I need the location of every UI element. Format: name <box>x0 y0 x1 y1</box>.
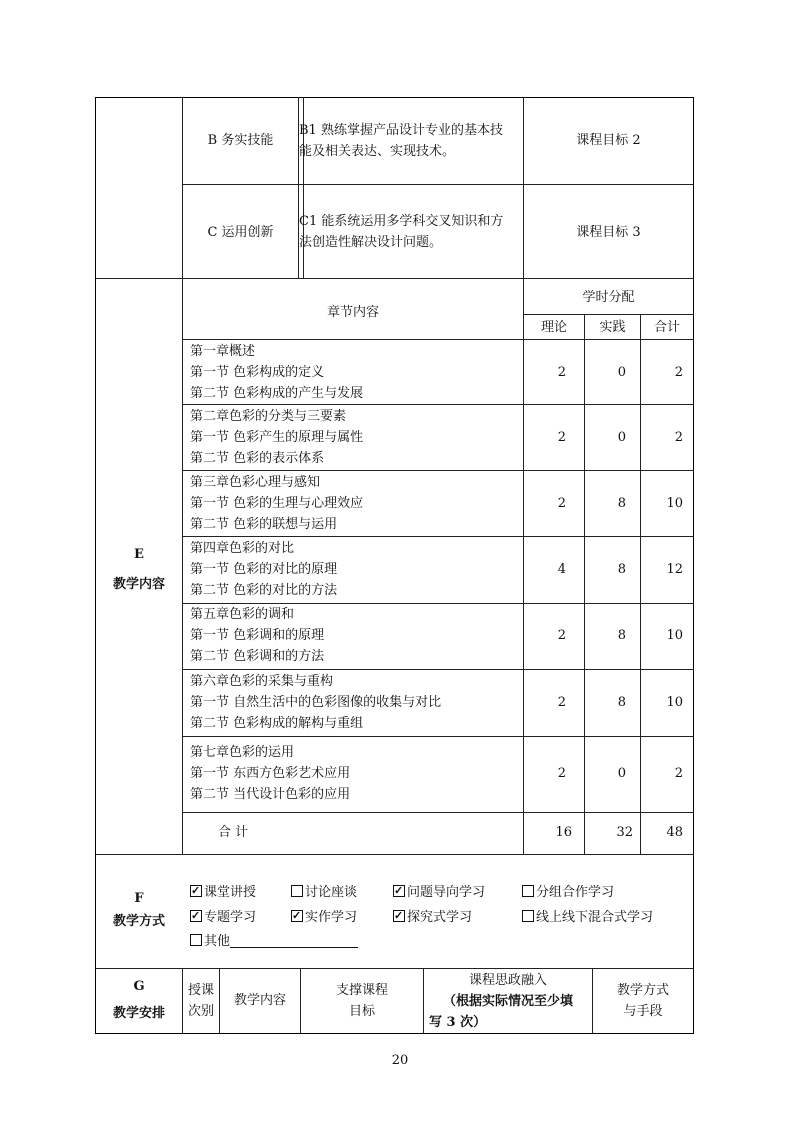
header-chapter-content: 章节内容 <box>326 305 379 320</box>
section-letter: G <box>133 979 145 994</box>
chapter-theory-hours: 2 <box>557 496 566 511</box>
checkbox-checked-icon[interactable] <box>393 885 405 897</box>
section-title: 教学方式 <box>112 914 165 929</box>
row-divider <box>182 404 694 405</box>
row-divider <box>95 968 694 969</box>
checkbox-unchecked-icon[interactable] <box>522 910 534 922</box>
table-border-bottom <box>95 1033 694 1034</box>
row-divider <box>182 669 694 670</box>
option-problem-based[interactable]: ✓ 问题导向学习 <box>393 883 485 903</box>
sum-total: 48 <box>666 825 683 840</box>
row-divider <box>182 736 694 737</box>
row-divider <box>95 854 694 855</box>
chapter-practice-hours: 0 <box>617 430 626 445</box>
chapter-practice-hours: 8 <box>617 496 626 511</box>
option-practical[interactable]: ✓ 实作学习 <box>291 908 357 928</box>
checkbox-checked-icon[interactable] <box>190 885 202 897</box>
row-divider <box>95 278 694 279</box>
chapter-content: 第七章色彩的运用 第一节 东西方色彩艺术应用 第二节 当代设计色彩的应用 <box>190 745 351 802</box>
row-divider <box>523 314 694 315</box>
header-theory: 理论 <box>540 320 567 335</box>
col-divider <box>523 97 524 278</box>
chapter-practice-hours: 0 <box>617 365 626 380</box>
objective-description: B1 熟练掌握产品设计专业的基本技 能及相关表达、实现技术。 <box>299 123 503 159</box>
col-divider <box>182 97 183 854</box>
section-title: 教学安排 <box>112 1006 165 1021</box>
chapter-total-hours: 10 <box>666 695 683 710</box>
chapter-content: 第五章色彩的调和 第一节 色彩调和的原理 第二节 色彩调和的方法 <box>190 607 325 664</box>
chapter-practice-hours: 8 <box>617 562 626 577</box>
header-teaching-methods: 教学方式 与手段 <box>616 983 669 1019</box>
checkbox-checked-icon[interactable] <box>393 910 405 922</box>
option-other[interactable]: 其他 <box>190 932 358 952</box>
section-letter: F <box>134 891 144 906</box>
table-border-right <box>693 97 694 1034</box>
header-practice: 实践 <box>599 320 626 335</box>
chapter-total-hours: 10 <box>666 628 683 643</box>
chapter-theory-hours: 2 <box>557 430 566 445</box>
chapter-total-hours: 2 <box>674 365 683 380</box>
chapter-practice-hours: 8 <box>617 695 626 710</box>
section-letter: E <box>134 547 144 562</box>
objective-name: C 运用创新 <box>207 225 274 240</box>
option-topic-study[interactable]: ✓专题学习 <box>190 908 256 928</box>
chapter-theory-hours: 2 <box>557 628 566 643</box>
row-divider <box>182 339 694 340</box>
other-blank-field[interactable] <box>230 933 358 948</box>
table-border-top <box>95 97 694 98</box>
objective-target: 课程目标 2 <box>576 133 641 148</box>
checkbox-checked-icon[interactable] <box>190 910 202 922</box>
chapter-theory-hours: 2 <box>557 365 566 380</box>
option-discussion[interactable]: 讨论座谈 <box>291 883 357 903</box>
checkbox-unchecked-icon[interactable] <box>190 934 202 946</box>
chapter-total-hours: 12 <box>666 562 683 577</box>
header-session-number: 授课 次别 <box>187 983 214 1019</box>
sum-theory: 16 <box>555 825 572 840</box>
chapter-theory-hours: 4 <box>557 562 566 577</box>
row-divider <box>182 536 694 537</box>
checkbox-checked-icon[interactable] <box>291 910 303 922</box>
header-total: 合计 <box>653 320 680 335</box>
objective-target: 课程目标 3 <box>576 225 641 240</box>
header-ideological-integration: 课程思政融入 （根据实际情况至少填 写 3 次） <box>429 973 573 1030</box>
header-hours: 学时分配 <box>582 290 635 305</box>
header-supported-objectives: 支撑课程 目标 <box>335 983 388 1019</box>
chapter-theory-hours: 2 <box>557 766 566 781</box>
header-teaching-content: 教学内容 <box>233 993 286 1008</box>
checkbox-unchecked-icon[interactable] <box>291 885 303 897</box>
sum-practice: 32 <box>616 825 633 840</box>
chapter-practice-hours: 0 <box>617 766 626 781</box>
chapter-content: 第三章色彩心理与感知 第一节 色彩的生理与心理效应 第二节 色彩的联想与运用 <box>190 475 364 532</box>
chapter-practice-hours: 8 <box>617 628 626 643</box>
row-divider <box>182 184 694 185</box>
objective-name: B 务实技能 <box>207 133 274 148</box>
row-divider <box>182 470 694 471</box>
sum-label: 合 计 <box>218 825 249 840</box>
chapter-content: 第六章色彩的采集与重构 第一节 自然生活中的色彩图像的收集与对比 第二节 色彩构成的解构与重组 <box>190 674 442 731</box>
option-inquiry[interactable]: ✓ 探究式学习 <box>393 908 472 928</box>
chapter-content: 第一章概述 第一节 色彩构成的定义 第二节 色彩构成的产生与发展 <box>190 344 364 401</box>
chapter-total-hours: 10 <box>666 496 683 511</box>
chapter-content: 第二章色彩的分类与三要素 第一节 色彩产生的原理与属性 第二节 色彩的表示体系 <box>190 409 364 466</box>
page-number: 20 <box>391 1053 409 1068</box>
objective-description: C1 能系统运用多学科交叉知识和方 法创造性解决设计问题。 <box>299 214 504 250</box>
option-lecture[interactable]: ✓课堂讲授 <box>190 883 256 903</box>
chapter-total-hours: 2 <box>674 430 683 445</box>
option-group-cooperative[interactable]: 分组合作学习 <box>522 883 614 903</box>
option-blended[interactable]: 线上线下混合式学习 <box>522 908 653 928</box>
chapter-content: 第四章色彩的对比 第一节 色彩的对比的原理 第二节 色彩的对比的方法 <box>190 541 338 598</box>
chapter-total-hours: 2 <box>674 766 683 781</box>
chapter-theory-hours: 2 <box>557 695 566 710</box>
section-title: 教学内容 <box>112 577 165 592</box>
row-divider <box>182 812 694 813</box>
checkbox-unchecked-icon[interactable] <box>522 885 534 897</box>
